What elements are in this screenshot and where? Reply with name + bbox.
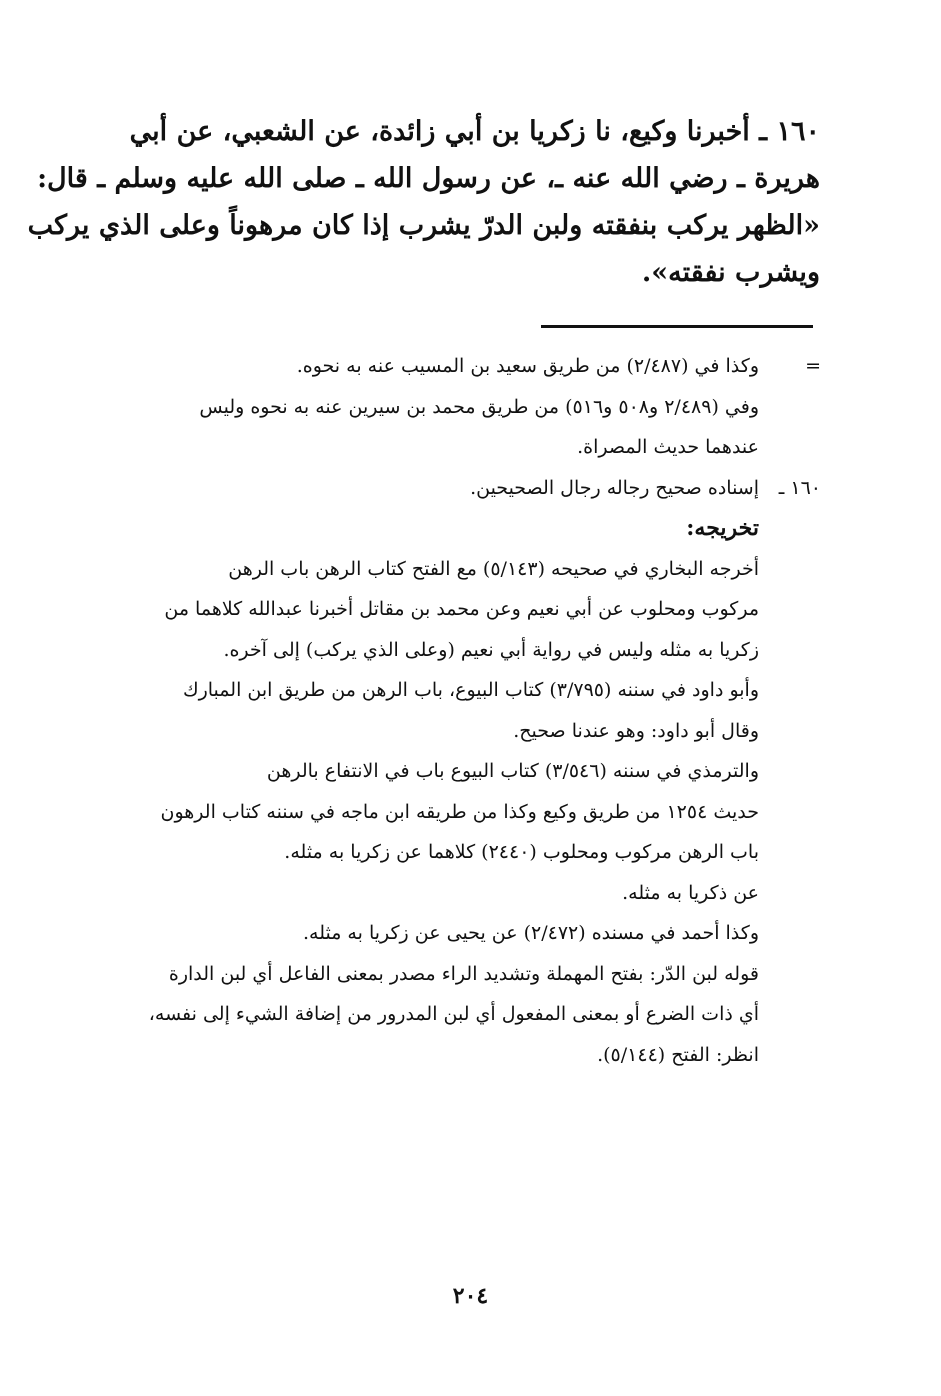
footnote-line [118,468,821,509]
footnote-line: وفي (٢/٤٨٩ و٥٠٨ و٥١٦) من طريق محمد بن سيرين عنه به نحوه وليس [199,395,759,418]
takhrij-line: قوله لبن الدّر: بفتح المهملة وتشديد الراء مصدر بمعنى الفاعل أي لبن الدارة [168,962,759,985]
hadith-line: ويشرب نفقته». [641,257,820,288]
page-number: ٢٠٤ [452,1283,489,1309]
hadith-line: ١٦٠ ـ أخبرنا وكيع، نا زكريا بن أبي زائدة، عن الشعبي، عن أبي [129,116,820,147]
takhrij-line: أي ذات الضرع أو بمعنى المفعول أي لبن المدرور من إضافة الشيء إلى نفسه، [148,1003,759,1025]
takhrij-line: حديث ١٢٥٤ من طريق وكيع وكذا من طريقه ابن ماجه في سننه كتاب الرهون [160,800,759,823]
footnote-line-text: وكذا في (٢/٤٨٧) من طريق سعيد بن المسيب عنه به نحوه. [296,355,759,377]
takhrij-line: وأبو داود في سننه (٣/٧٩٥) كتاب البيوع، باب الرهن من طريق ابن المبارك [182,679,759,701]
footnote-line [118,346,821,387]
takhrij-line: عن ذكريا به مثله. [622,881,759,904]
hadith-text [27,108,820,296]
takhrij-line: باب الرهن مركوب ومحلوب (٢٤٤٠) كلاهما عن زكريا به مثله. [284,841,759,863]
footnote-divider [541,325,813,328]
footnote-line: عندهما حديث المصراة. [577,436,759,458]
continuation-marker: = [805,355,821,377]
hadith-line: هريرة ـ رضي الله عنه ـ، عن رسول الله ـ صلى الله عليه وسلم ـ قال: [37,163,820,194]
takhrij-line: وكذا أحمد في مسنده (٢/٤٧٢) عن يحيى عن زكريا به مثله. [302,922,759,944]
footnotes-section [118,346,821,1075]
footnote-number: ١٦٠ ـ [778,476,821,499]
takhrij-line: أخرجه البخاري في صحيحه (٥/١٤٣) مع الفتح كتاب الرهن باب الرهن [228,557,759,580]
takhrij-line: انظر: الفتح (٥/١٤٤). [597,1043,759,1066]
takhrij-heading: تخريجه: [686,515,759,541]
takhrij-line: والترمذي في سننه (٣/٥٤٦) كتاب البيوع باب في الانتفاع بالرهن [266,760,759,782]
takhrij-line: مركوب ومحلوب عن أبي نعيم وعن محمد بن مقاتل أخبرنا عبدالله كلاهما من [164,598,759,620]
footnote-line-text: إسناده صحيح رجاله رجال الصحيحين. [470,476,759,499]
takhrij-line: وقال أبو داود: وهو عندنا صحيح. [513,719,759,742]
takhrij-line: زكريا به مثله وليس في رواية أبي نعيم (وعلى الذي يركب) إلى آخره. [223,638,759,661]
hadith-line: «الظهر يركب بنفقته ولبن الدرّ يشرب إذا كان مرهوناً وعلى الذي يركب [27,210,820,241]
